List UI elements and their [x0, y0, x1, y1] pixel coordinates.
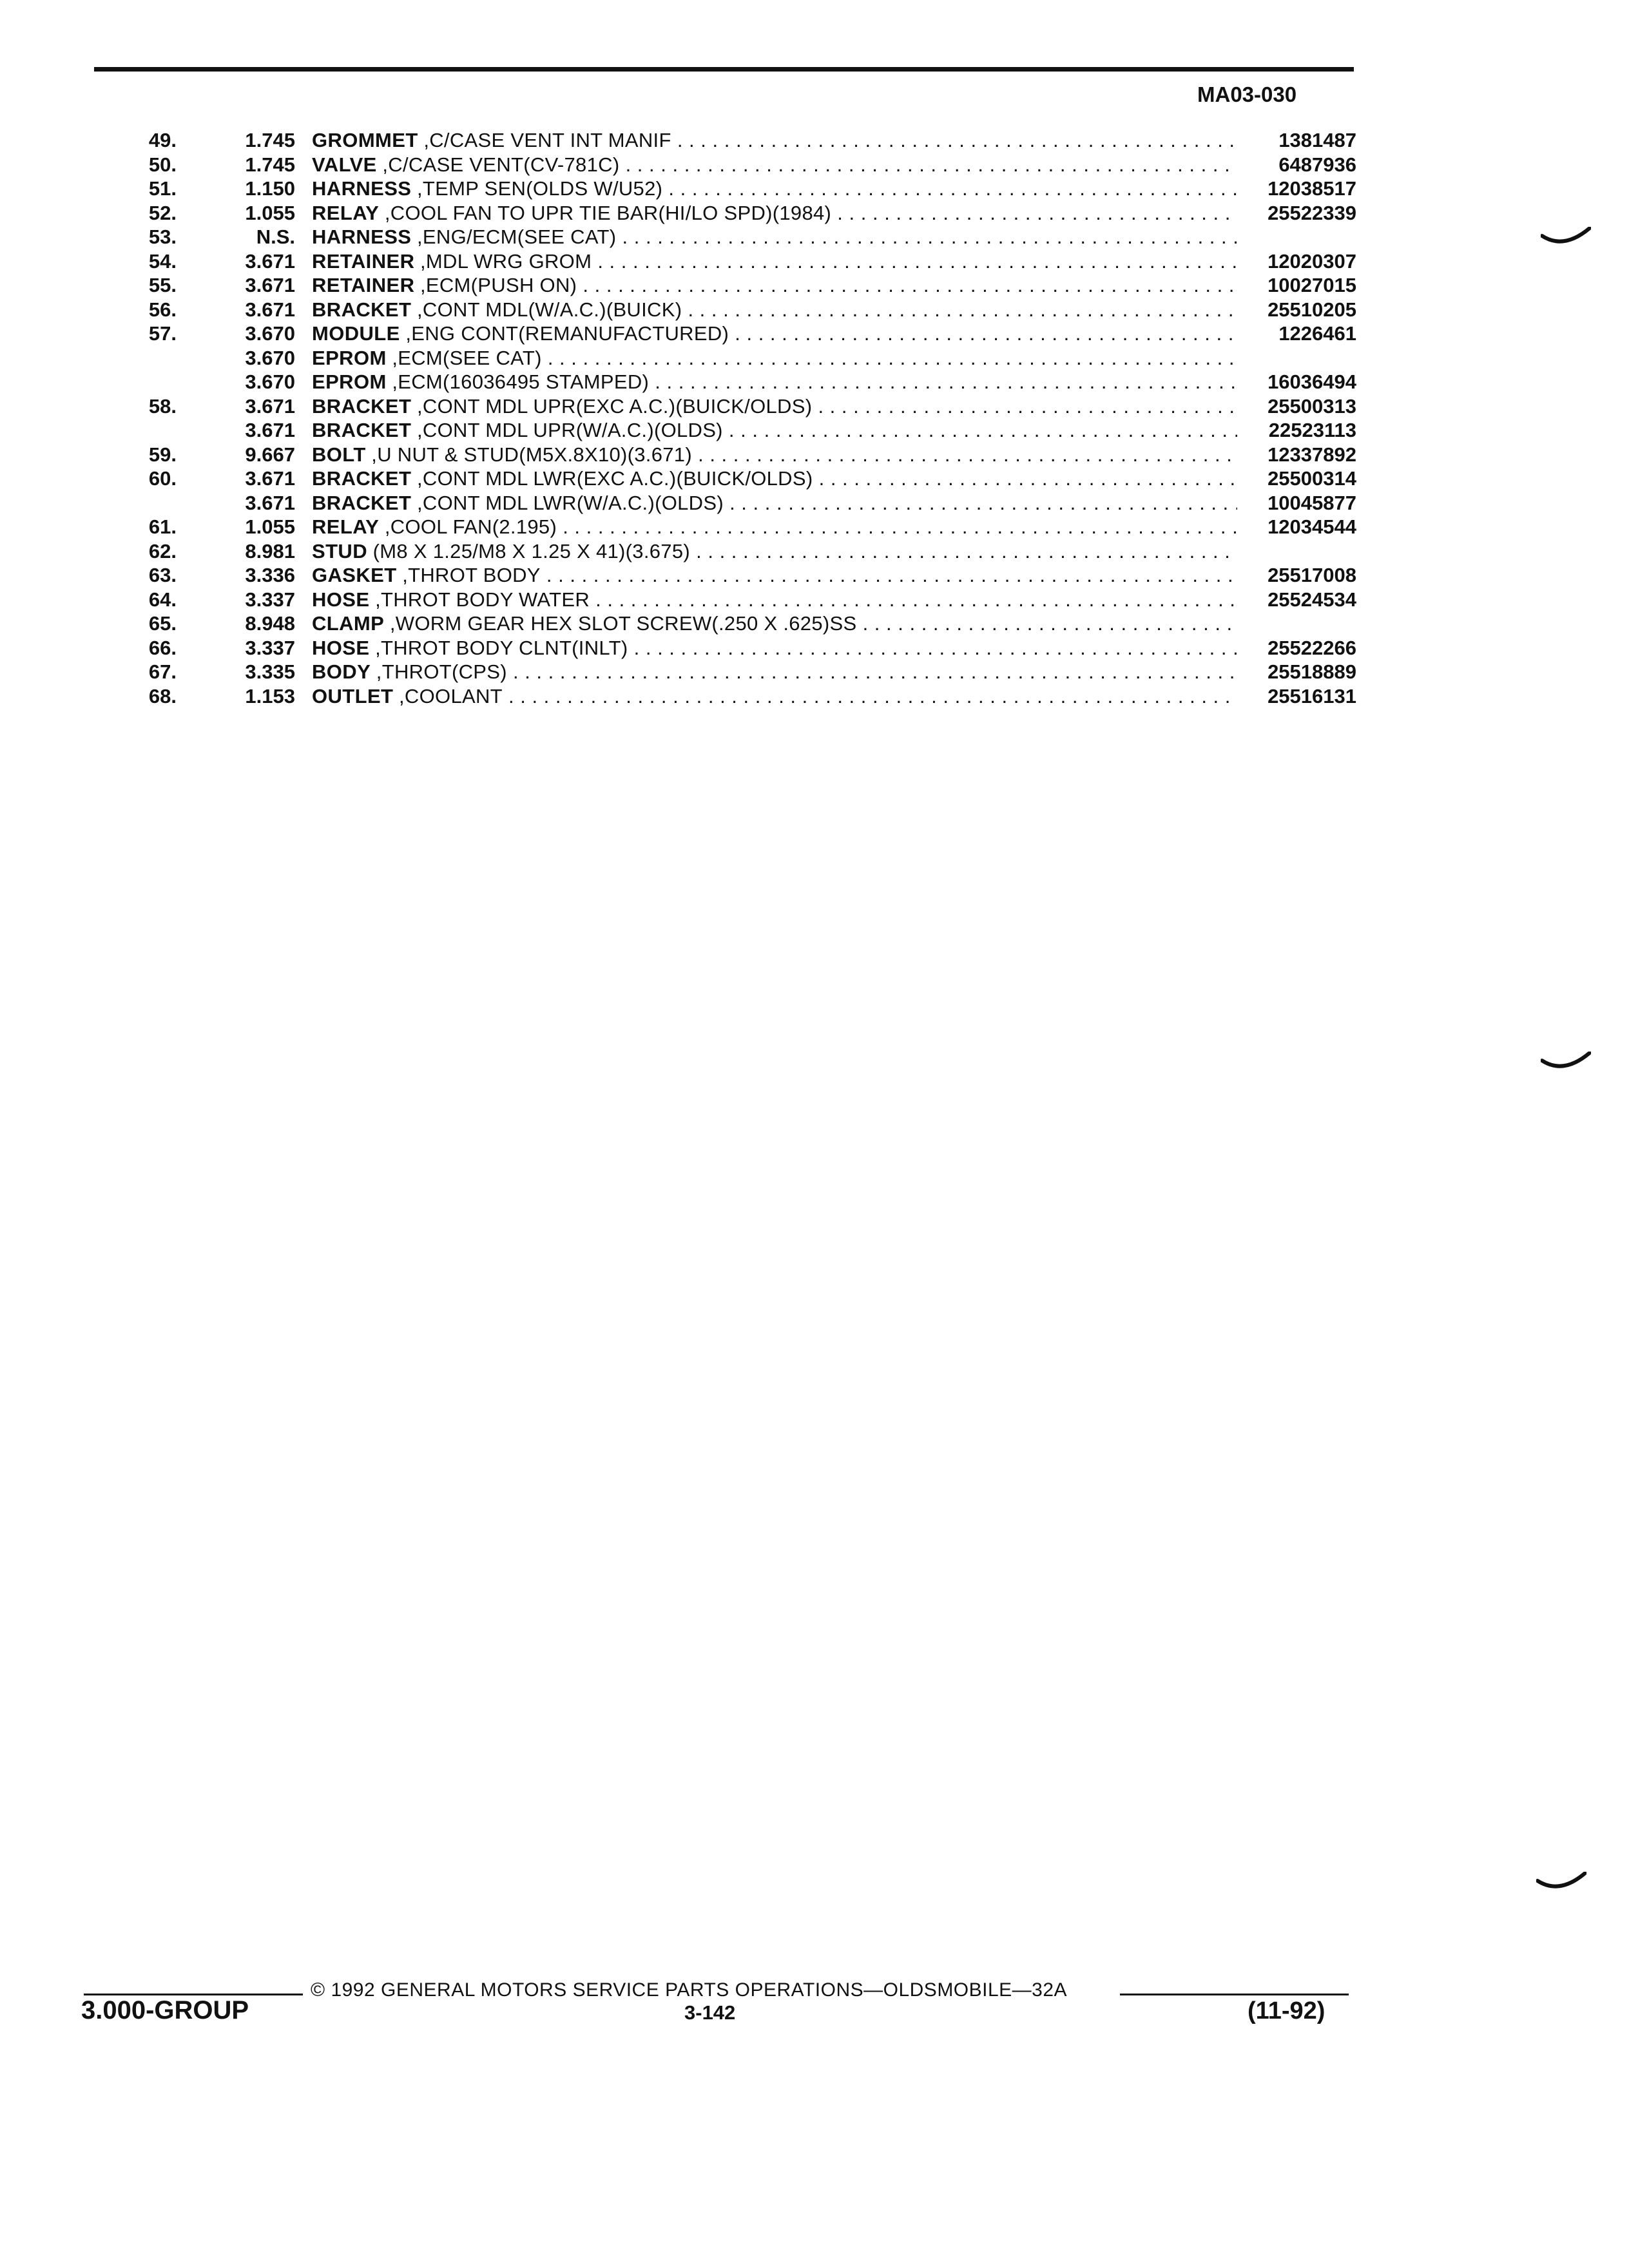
table-row — [129, 201, 1356, 226]
part-detail: ,ECM(PUSH ON) — [419, 274, 577, 296]
part-number: 25500314 — [1268, 467, 1356, 490]
part-description — [312, 370, 1237, 394]
part-name: BRACKET — [312, 394, 412, 418]
part-number: 16036494 — [1268, 370, 1356, 393]
part-number: 25516131 — [1268, 684, 1356, 707]
part-number: 25517008 — [1268, 564, 1356, 586]
table-row — [129, 225, 1356, 249]
page-number: 3-142 — [684, 2001, 736, 2024]
ref-number: 51. — [148, 177, 177, 200]
group-number: 3.671 — [245, 274, 295, 296]
group-number: 3.671 — [245, 491, 295, 514]
part-name: CLAMP — [312, 612, 385, 635]
parts-list — [129, 128, 1356, 708]
part-number: 12034544 — [1268, 515, 1356, 538]
part-name: STUD — [312, 539, 367, 562]
group-number: 3.336 — [245, 564, 295, 586]
ref-number: 52. — [148, 201, 177, 224]
ref-number: 67. — [148, 660, 177, 683]
part-description — [312, 273, 1237, 297]
group-number: 1.153 — [245, 684, 295, 707]
part-name: BRACKET — [312, 419, 412, 441]
part-name: RETAINER — [312, 274, 415, 296]
group-number: 8.948 — [245, 612, 295, 635]
part-description — [312, 588, 1237, 611]
part-detail: ,C/CASE VENT INT MANIF — [423, 129, 671, 151]
part-detail: ,C/CASE VENT(CV-781C) — [382, 153, 620, 176]
group-number: 3.671 — [245, 394, 295, 418]
table-row — [129, 588, 1356, 612]
part-detail: ,COOL FAN TO UPR TIE BAR(HI/LO SPD)(1984) — [384, 201, 832, 224]
part-detail: ,CONT MDL LWR(EXC A.C.)(BUICK/OLDS) — [416, 467, 813, 490]
group-number: 3.670 — [245, 370, 295, 393]
table-row — [129, 370, 1356, 394]
top-rule — [94, 67, 1354, 72]
part-number: 12337892 — [1268, 443, 1356, 466]
table-row — [129, 660, 1356, 684]
group-number: 3.670 — [245, 322, 295, 345]
part-description — [312, 153, 1237, 177]
ref-number: 68. — [148, 684, 177, 707]
group-number: 1.055 — [245, 515, 295, 538]
binder-mark-icon — [1541, 1052, 1591, 1073]
group-label: 3.000-GROUP — [81, 1996, 249, 2024]
group-number: 1.745 — [245, 129, 295, 151]
part-number: 25510205 — [1268, 298, 1356, 321]
part-detail: ,MDL WRG GROM — [419, 249, 592, 273]
part-name: GASKET — [312, 564, 397, 586]
part-number: 25522339 — [1268, 201, 1356, 224]
ref-number: 63. — [148, 564, 177, 586]
part-name: OUTLET — [312, 684, 394, 707]
group-number: 9.667 — [245, 443, 295, 466]
part-description — [312, 322, 1237, 345]
part-number: 25522266 — [1268, 636, 1356, 659]
ref-number: 53. — [148, 226, 177, 248]
group-number: 3.337 — [245, 588, 295, 611]
part-description — [312, 563, 1237, 587]
part-description — [312, 466, 1237, 490]
part-name: HARNESS — [312, 226, 412, 248]
ref-number: 54. — [148, 249, 177, 273]
part-name: HOSE — [312, 588, 370, 611]
group-number: N.S. — [256, 226, 295, 248]
part-name: EPROM — [312, 370, 387, 393]
part-description — [312, 298, 1237, 322]
table-row — [129, 249, 1356, 274]
table-row — [129, 322, 1356, 346]
table-row — [129, 466, 1356, 491]
footer-right-rule — [1120, 1994, 1349, 1995]
part-detail: ,TEMP SEN(OLDS W/U52) — [417, 177, 663, 200]
ref-number: 65. — [148, 612, 177, 635]
part-name: GROMMET — [312, 129, 418, 151]
group-number: 3.671 — [245, 419, 295, 441]
table-row — [129, 177, 1356, 201]
footer-left-rule — [84, 1994, 303, 1995]
part-description — [312, 491, 1237, 515]
part-name: BRACKET — [312, 491, 412, 514]
table-row — [129, 539, 1356, 564]
group-number: 1.055 — [245, 201, 295, 224]
ref-number: 57. — [148, 322, 177, 345]
part-number: 25500313 — [1268, 394, 1356, 418]
part-detail: ,CONT MDL UPR(EXC A.C.)(BUICK/OLDS) — [416, 394, 813, 418]
group-number: 1.745 — [245, 153, 295, 176]
part-description — [312, 684, 1237, 708]
part-name: BODY — [312, 660, 371, 683]
part-detail: ,ENG/ECM(SEE CAT) — [417, 226, 617, 248]
part-number: 25524534 — [1268, 588, 1356, 611]
part-detail: ,COOLANT — [399, 684, 503, 707]
copyright-notice: © 1992 GENERAL MOTORS SERVICE PARTS OPERATIONS—OLDSMOBILE—32A — [311, 1979, 1068, 2001]
part-number: 1381487 — [1278, 129, 1356, 151]
group-number: 1.150 — [245, 177, 295, 200]
table-row — [129, 515, 1356, 539]
table-row — [129, 153, 1356, 177]
ref-number: 50. — [148, 153, 177, 176]
part-name: BOLT — [312, 443, 366, 466]
part-description — [312, 177, 1237, 200]
table-row — [129, 443, 1356, 467]
part-detail: ,CONT MDL(W/A.C.)(BUICK) — [416, 298, 682, 321]
part-name: RETAINER — [312, 249, 415, 273]
table-row — [129, 491, 1356, 515]
date-code: (11-92) — [1248, 1997, 1325, 2024]
ref-number: 49. — [148, 129, 177, 151]
group-number: 8.981 — [245, 539, 295, 562]
group-number: 3.671 — [245, 467, 295, 490]
table-row — [129, 636, 1356, 660]
group-number: 3.671 — [245, 298, 295, 321]
part-number: 22523113 — [1268, 419, 1356, 441]
ref-number: 66. — [148, 636, 177, 659]
part-name: VALVE — [312, 153, 377, 176]
part-description — [312, 443, 1237, 466]
part-description — [312, 225, 1237, 249]
part-description — [312, 611, 1237, 635]
part-number: 10027015 — [1268, 274, 1356, 296]
part-description — [312, 636, 1237, 660]
part-name: EPROM — [312, 346, 387, 369]
table-row — [129, 346, 1356, 370]
part-number: 10045877 — [1268, 491, 1356, 514]
part-detail: ,THROT(CPS) — [376, 660, 507, 683]
part-detail: ,COOL FAN(2.195) — [384, 515, 557, 538]
ref-number: 61. — [148, 515, 177, 538]
table-row — [129, 128, 1356, 153]
part-name: MODULE — [312, 322, 400, 345]
ref-number: 59. — [148, 443, 177, 466]
part-name: HARNESS — [312, 177, 412, 200]
part-detail: ,WORM GEAR HEX SLOT SCREW(.250 X .625)SS — [389, 612, 857, 635]
part-number: 6487936 — [1278, 153, 1356, 176]
group-number: 3.337 — [245, 636, 295, 659]
part-detail: ,U NUT & STUD(M5X.8X10)(3.671) — [371, 443, 692, 466]
binder-mark-icon — [1541, 227, 1591, 249]
part-description — [312, 394, 1237, 418]
part-description — [312, 249, 1237, 273]
part-detail: ,THROT BODY — [402, 564, 541, 586]
table-row — [129, 684, 1356, 709]
page-code: MA03-030 — [1197, 82, 1297, 106]
ref-number: 62. — [148, 539, 177, 562]
part-number: 25518889 — [1268, 660, 1356, 683]
table-row — [129, 273, 1356, 298]
table-row — [129, 298, 1356, 322]
ref-number: 58. — [148, 394, 177, 418]
part-description — [312, 418, 1237, 442]
part-name: BRACKET — [312, 298, 412, 321]
part-name: HOSE — [312, 636, 370, 659]
part-name: RELAY — [312, 201, 380, 224]
table-row — [129, 394, 1356, 419]
part-description — [312, 660, 1237, 684]
ref-number: 55. — [148, 274, 177, 296]
part-description — [312, 515, 1237, 539]
group-number: 3.670 — [245, 346, 295, 369]
group-number: 3.335 — [245, 660, 295, 683]
part-detail: ,THROT BODY WATER — [375, 588, 590, 611]
part-description — [312, 128, 1237, 152]
part-detail: ,CONT MDL LWR(W/A.C.)(OLDS) — [416, 491, 724, 514]
part-description — [312, 201, 1237, 225]
table-row — [129, 418, 1356, 443]
ref-number: 64. — [148, 588, 177, 611]
part-number: 12020307 — [1268, 249, 1356, 273]
group-number: 3.671 — [245, 249, 295, 273]
part-detail: ,ENG CONT(REMANUFACTURED) — [405, 322, 729, 345]
table-row — [129, 611, 1356, 636]
part-name: RELAY — [312, 515, 380, 538]
part-detail: (M8 X 1.25/M8 X 1.25 X 41)(3.675) — [372, 539, 690, 562]
part-description — [312, 539, 1237, 563]
ref-number: 60. — [148, 467, 177, 490]
part-number: 1226461 — [1278, 322, 1356, 345]
part-name: BRACKET — [312, 467, 412, 490]
part-description — [312, 346, 1237, 370]
part-number: 12038517 — [1268, 177, 1356, 200]
ref-number: 56. — [148, 298, 177, 321]
binder-mark-icon — [1536, 1872, 1586, 1894]
part-detail: ,THROT BODY CLNT(INLT) — [375, 636, 628, 659]
part-detail: ,ECM(SEE CAT) — [392, 346, 542, 369]
part-detail: ,ECM(16036495 STAMPED) — [392, 370, 650, 393]
part-detail: ,CONT MDL UPR(W/A.C.)(OLDS) — [416, 419, 723, 441]
table-row — [129, 563, 1356, 588]
